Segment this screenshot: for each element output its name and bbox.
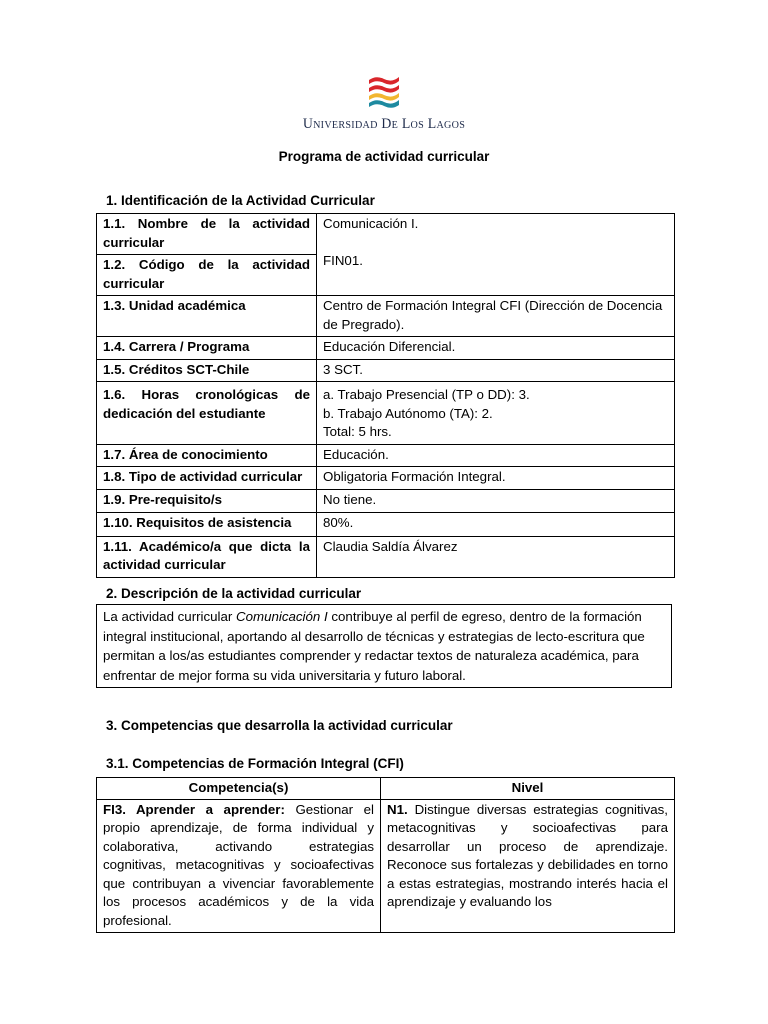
row-key: 1.2. Código de la actividad curricular <box>97 255 317 296</box>
description-box <box>96 604 672 688</box>
competencia-text: Gestionar el propio aprendizaje, de forma individual y colaborativa, activando estrategias cognitivas, metacognitivas y socioafectivas que contribuyan a vivenciar favorablemente los procesos académicos y de la vida profesional. <box>103 801 374 928</box>
row-key: 1.10. Requisitos de asistencia <box>97 512 317 536</box>
row-value: Centro de Formación Integral CFI (Dirección de Docencia de Pregrado). <box>317 296 675 337</box>
row-key: 1.6. Horas cronológicas de dedicación del estudiante <box>97 382 317 445</box>
table-row <box>97 337 675 360</box>
competencies-table <box>96 777 675 933</box>
table-row <box>97 359 675 382</box>
hours-line: b. Trabajo Autónomo (TA): 2. <box>323 405 493 421</box>
row-key: 1.11. Académico/a que dicta la actividad curricular <box>97 536 317 577</box>
description-text-end: contribuye al perfil de egreso, dentro de la formación integral institucional, aportando al desarrollo de técnicas y estrategias de lecto-escritura que permitan a los/as estudiantes comprender y redactar textos de naturaleza académica, para enfrentar de mejor forma su vida universitaria y futuro laboral. <box>103 609 645 683</box>
document-title: Programa de actividad curricular <box>278 149 490 164</box>
row-key: 1.7. Área de conocimiento <box>97 444 317 467</box>
description-course-name: Comunicación I <box>236 609 328 624</box>
row-value: Claudia Saldía Álvarez <box>317 536 675 577</box>
column-header-competencia: Competencia(s) <box>97 778 381 800</box>
row-value: Educación. <box>317 444 675 467</box>
table-row <box>97 536 675 577</box>
university-logo <box>0 74 768 133</box>
column-header-nivel: Nivel <box>381 778 675 800</box>
table-row <box>97 799 675 933</box>
table-row <box>97 296 675 337</box>
table-row <box>97 512 675 536</box>
row-value: 80%. <box>317 512 675 536</box>
row-value-hours <box>317 382 675 445</box>
competencia-cell <box>97 799 381 933</box>
table-header-row <box>97 778 675 800</box>
row-value: No tiene. <box>317 489 675 512</box>
nivel-text: Distingue diversas estrategias cognitivas, metacognitivas y socioafectivas para desarrollar un proceso de aprendizaje. Reconoce sus fortalezas y debilidades en torno a estas estrategias, mostrando interés hacia el aprendizaje y evaluando los <box>387 801 668 909</box>
description-text-start: La actividad curricular <box>103 609 237 624</box>
table-row <box>97 382 675 445</box>
row-key: 1.8. Tipo de actividad curricular <box>97 467 317 490</box>
university-logo-mark-icon <box>367 74 401 110</box>
nivel-code: N1. <box>387 801 408 817</box>
identification-table <box>96 213 675 578</box>
table-row <box>97 467 675 490</box>
section-1-heading: 1. Identificación de la Actividad Curricular <box>106 193 375 208</box>
competencia-code: FI3. Aprender a aprender: <box>103 801 285 817</box>
row-value: 3 SCT. <box>317 359 675 382</box>
university-logo-text: Universidad De Los Lagos <box>302 116 466 132</box>
row-key: 1.1. Nombre de la actividad curricular <box>97 214 317 255</box>
row-key: 1.4. Carrera / Programa <box>97 337 317 360</box>
row-key: 1.5. Créditos SCT-Chile <box>97 359 317 382</box>
row-value: Educación Diferencial. <box>317 337 675 360</box>
table-row <box>97 214 675 255</box>
section-3-heading: 3. Competencias que desarrolla la actividad curricular <box>106 718 453 733</box>
hours-line: Total: 5 hrs. <box>323 424 392 439</box>
nivel-cell <box>381 799 675 933</box>
table-row <box>97 489 675 512</box>
section-3-1-heading: 3.1. Competencias de Formación Integral (CFI) <box>106 756 404 771</box>
row-value: Obligatoria Formación Integral. <box>317 467 675 490</box>
course-code-value: FIN01. <box>323 253 363 268</box>
hours-line: a. Trabajo Presencial (TP o DD): 3. <box>323 387 530 402</box>
row-key: 1.3. Unidad académica <box>97 296 317 337</box>
course-name-value: Comunicación I. <box>323 216 419 231</box>
row-value-course-name <box>317 214 675 296</box>
table-row <box>97 444 675 467</box>
section-2-heading: 2. Descripción de la actividad curricular <box>106 586 362 601</box>
row-key: 1.9. Pre-requisito/s <box>97 489 317 512</box>
